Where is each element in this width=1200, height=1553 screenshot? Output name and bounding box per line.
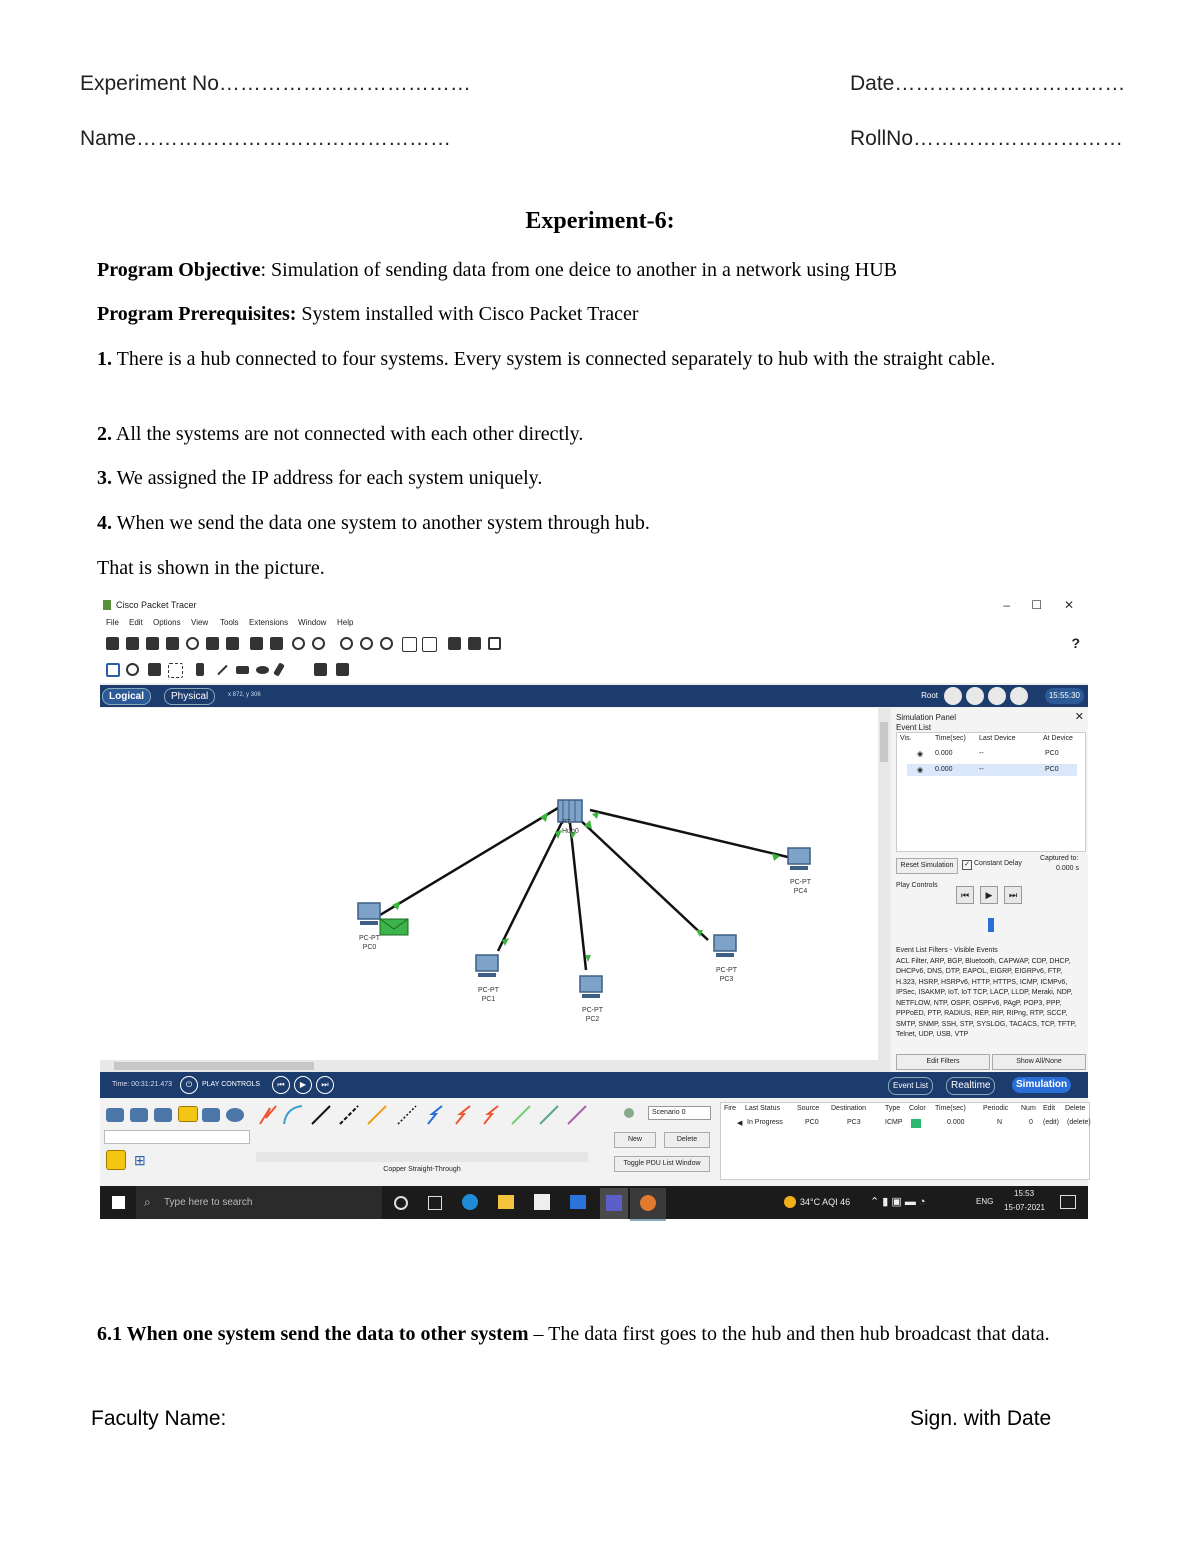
eye-icon[interactable]: ◉ [917, 767, 924, 774]
new-file-icon[interactable] [106, 637, 119, 650]
menu-tools[interactable]: Tools [220, 618, 239, 627]
section-6-1-label: 6.1 When one system send the data to other system [97, 1323, 529, 1345]
activity-wizard-icon[interactable] [186, 637, 199, 650]
file-explorer-icon[interactable] [498, 1195, 514, 1209]
coaxial-cable-icon[interactable] [568, 1106, 586, 1124]
event-at-device: PC0 [1045, 750, 1059, 757]
add-complex-pdu-icon[interactable] [336, 663, 349, 676]
pdu-type: ICMP [885, 1119, 903, 1126]
auto-cable-icon[interactable] [260, 1106, 276, 1124]
point-number: 4. [97, 512, 112, 534]
device-type: PC-PT [790, 879, 811, 886]
taskbar-time[interactable]: 15:53 [1014, 1189, 1035, 1198]
pc1-icon[interactable] [476, 955, 498, 971]
pdu-destination: PC3 [847, 1119, 861, 1126]
move-object-icon[interactable] [988, 687, 1006, 705]
pdu-edit-link[interactable]: (edit) [1043, 1119, 1059, 1126]
inspect-icon[interactable] [126, 663, 139, 676]
point-number: 1. [97, 348, 112, 370]
topology-diagram [100, 708, 878, 1060]
pc4-label [790, 878, 811, 896]
screenshot-icon[interactable] [488, 637, 501, 650]
column-header: Destination [831, 1105, 867, 1112]
show-all-none-button[interactable]: Show All/None [992, 1054, 1086, 1070]
console-cable-icon[interactable] [284, 1106, 302, 1124]
pc3-icon[interactable] [714, 935, 736, 951]
device-template-icon[interactable] [448, 637, 461, 650]
pc4-base [790, 866, 808, 870]
custom-devices-dialog-icon[interactable] [422, 637, 437, 652]
play-controls-title: PLAY CONTROLS [202, 1081, 261, 1088]
step-forward-icon[interactable]: ⏭ [316, 1076, 334, 1094]
cortana-icon[interactable] [394, 1196, 408, 1210]
simulation-time: Time: 00:31:21.473 [112, 1081, 173, 1088]
fire-indicator-icon [624, 1108, 634, 1118]
pc3-label [716, 966, 737, 984]
device-name: PC0 [362, 944, 377, 951]
device-name: PC3 [719, 976, 734, 983]
device-type: PC-PT [582, 1007, 603, 1014]
event-last-device: -- [979, 750, 984, 757]
objective-text: : Simulation of sending data from one deice to another in a network using HUB [260, 259, 898, 281]
physical-tab[interactable]: Physical [164, 688, 215, 705]
server-icon[interactable] [468, 637, 481, 650]
packet-tracer-taskbar-slot[interactable] [630, 1188, 666, 1221]
column-header: Last Status [745, 1105, 781, 1112]
faculty-name-field: Faculty Name: [91, 1407, 227, 1430]
zoom-reset-icon[interactable] [360, 637, 373, 650]
paste-icon[interactable] [270, 637, 283, 650]
drawing-palette-icon[interactable] [402, 637, 417, 652]
toggle-pdu-list-button[interactable]: Toggle PDU List Window [614, 1156, 710, 1172]
delete-tool-icon[interactable] [148, 663, 161, 676]
ellipse-tool-icon[interactable] [256, 666, 269, 674]
copper-straight-through-icon[interactable] [312, 1106, 330, 1124]
event-time: 0.000 [935, 750, 953, 757]
event-at-device: PC0 [1045, 766, 1059, 773]
name-field: Name……………………………………… [80, 127, 452, 150]
menu-view[interactable]: View [191, 618, 209, 627]
pdu-num: 0 [1029, 1119, 1033, 1126]
simulation-panel [892, 708, 1088, 1072]
taskbar-date[interactable]: 15-07-2021 [1004, 1203, 1045, 1212]
device-type: PC-PT [716, 967, 737, 974]
system-tray-icons[interactable]: ⌃ ▮ ▣ ▬ ◔ [870, 1196, 926, 1208]
custom-device-icon[interactable] [226, 637, 239, 650]
back-step-button[interactable]: ⏮ [956, 886, 974, 904]
objective-label: Program Objective [97, 259, 261, 281]
captured-to-value: 0.000 s [1056, 865, 1079, 872]
windows-start-icon[interactable] [112, 1196, 125, 1209]
eye-icon[interactable]: ◉ [917, 751, 924, 758]
link-light [392, 901, 400, 910]
redo-icon[interactable] [312, 637, 325, 650]
zoom-in-icon[interactable] [340, 637, 353, 650]
date-field: Date…………………………… [850, 72, 1126, 95]
captured-to-label: Captured to: [1040, 855, 1079, 862]
packet-tracer-icon [640, 1195, 656, 1211]
phone-cable-icon[interactable] [398, 1106, 416, 1124]
viewport-clock: 15:55:30 [1045, 688, 1084, 704]
play-button[interactable]: ▶ [980, 886, 998, 904]
automatic-connection-icon[interactable] [106, 1150, 126, 1170]
root-label[interactable]: Root [921, 691, 938, 700]
device-and-pdu-area [100, 1098, 1091, 1186]
teams-icon [606, 1195, 622, 1211]
column-header: Fire [724, 1105, 737, 1112]
device-name: PC2 [585, 1016, 600, 1023]
print-icon[interactable] [166, 637, 179, 650]
section-6-1 [97, 1320, 1127, 1348]
delete-scenario-button[interactable]: Delete [664, 1132, 710, 1148]
edit-filters-button[interactable]: Edit Filters [896, 1054, 990, 1070]
column-header: Last Device [979, 735, 1016, 742]
pdu-last-status: In Progress [747, 1119, 783, 1126]
column-header: Time(sec) [935, 735, 966, 742]
input-language[interactable]: ENG [976, 1197, 994, 1206]
pc1-base [478, 973, 496, 977]
point-2 [97, 420, 1127, 448]
freeform-tool-icon[interactable] [273, 662, 285, 676]
pdu-envelope-icon[interactable] [380, 919, 408, 935]
open-icon[interactable] [126, 637, 139, 650]
help-icon[interactable]: ? [1071, 635, 1080, 651]
taskbar-search-box[interactable] [136, 1186, 382, 1219]
set-tiled-background-icon[interactable] [1010, 687, 1028, 705]
point-4 [97, 509, 1127, 537]
miscellaneous-icon[interactable] [202, 1108, 220, 1122]
copy-icon[interactable] [250, 637, 263, 650]
event-list-toggle[interactable]: Event List [888, 1077, 933, 1095]
column-header: Color [909, 1105, 926, 1112]
experiment-number-field: Experiment No……………………………… [80, 72, 471, 95]
logical-workspace[interactable] [100, 708, 878, 1060]
event-last-device: -- [979, 766, 984, 773]
end-devices-icon[interactable] [130, 1108, 148, 1122]
program-prerequisites [97, 300, 1127, 328]
column-header: Source [797, 1105, 820, 1112]
copper-cross-over-icon[interactable] [340, 1106, 358, 1124]
column-header: Num [1021, 1105, 1036, 1112]
play-speed-slider[interactable] [988, 918, 994, 932]
resize-shape-icon[interactable] [168, 663, 183, 678]
link-light [592, 812, 599, 819]
note-icon[interactable] [196, 663, 204, 676]
connections-icon[interactable] [178, 1106, 198, 1122]
pc2-label [582, 1006, 603, 1024]
back-icon[interactable] [944, 687, 962, 705]
column-header: Periodic [983, 1105, 1009, 1112]
pc1-label [478, 986, 499, 1004]
pc3-base [716, 953, 734, 957]
components-icon[interactable] [154, 1108, 172, 1122]
pc0-label [359, 934, 380, 952]
device-type: PC-PT [478, 987, 499, 994]
palette-scrollbar[interactable] [256, 1152, 588, 1162]
event-filters [896, 946, 1082, 1041]
usb-cable-icon[interactable] [540, 1106, 558, 1124]
reset-simulation-button[interactable]: Reset Simulation [896, 858, 958, 874]
window-titlebar [100, 595, 1088, 617]
column-header: Type [885, 1105, 901, 1112]
prerequisites-label: Program Prerequisites: [97, 303, 297, 325]
point-text: There is a hub connected to four systems. Every system is connected separately to hub with the straight cable. [112, 348, 996, 370]
event-filters-title: Event List Filters - Visible Events [896, 947, 998, 954]
common-tools-bar [100, 657, 1088, 683]
menu-extensions[interactable]: Extensions [249, 618, 289, 627]
select-icon[interactable] [106, 663, 120, 677]
pdu-list-table [720, 1102, 1090, 1180]
teams-taskbar-slot[interactable] [600, 1188, 628, 1219]
workspace-vertical-scrollbar[interactable] [878, 708, 890, 1072]
column-header: Vis. [900, 735, 912, 742]
new-scenario-button[interactable]: New [614, 1132, 656, 1148]
network-devices-icon[interactable] [106, 1108, 124, 1122]
task-view-icon[interactable] [428, 1196, 442, 1210]
pc4-icon[interactable] [788, 848, 810, 864]
windows-taskbar [100, 1186, 1088, 1219]
cursor-coordinates: x 872, y 306 [228, 692, 261, 698]
pdu-delete-link[interactable]: (delete) [1067, 1119, 1091, 1126]
event-filters-list: ACL Filter, ARP, BGP, Bluetooth, CAPWAP, CDP, DHCP, DHCPv6, DNS, DTP, EAPOL, EIGRP, EIGRPv6, FTP, H.323, HSRP, HSRPv6, HTTP, HTTPS, ICMP, ICMPv6, IPSec, ISAKMP, IoT, IoT TCP, LACP, LLDP, Meraki, NDP, NETFLOW, NTP, OSPF, OSPFv6, PAgP, POP3, PPP, PPPoED, PTP, RADIUS, REP, RIP, RIPng, RTP, SCCP, SMTP, SNMP, SSH, STP, SYSLOG, TACACS, TCP, TFTP, Telnet, UDP, USB, VTP [896, 957, 1077, 1038]
pc2-icon[interactable] [580, 976, 602, 992]
device-type: PC-PT [359, 935, 380, 942]
zoom-out-icon[interactable] [380, 637, 393, 650]
play-icon[interactable]: ▶ [294, 1076, 312, 1094]
play-controls-label: Play Controls [896, 882, 938, 889]
rectangle-tool-icon[interactable] [236, 666, 249, 674]
pdu-time: 0.000 [947, 1119, 965, 1126]
column-header: Delete [1065, 1105, 1086, 1112]
line-tool-icon[interactable] [217, 665, 228, 676]
constant-delay-label: Constant Delay [974, 860, 1022, 867]
power-cycle-icon[interactable]: ⏻ [180, 1076, 198, 1094]
taskbar-search-placeholder: Type here to search [164, 1197, 253, 1208]
device-name: PC4 [793, 888, 808, 895]
close-panel-icon[interactable]: ✕ [1074, 711, 1084, 723]
link-light [540, 812, 548, 822]
cable-hub-pc3 [578, 818, 708, 940]
grid-icon[interactable]: ⊞ [134, 1152, 146, 1168]
pc0-base [360, 921, 378, 925]
minimize-button[interactable]: – [1003, 598, 1010, 612]
simulation-mode-tab[interactable]: Simulation [1012, 1077, 1071, 1093]
notifications-icon[interactable] [1060, 1195, 1076, 1209]
octal-cable-icon[interactable] [484, 1106, 498, 1124]
close-button[interactable]: ✕ [1063, 598, 1074, 612]
serial-dte-icon[interactable] [456, 1106, 470, 1124]
serial-dce-icon[interactable] [428, 1106, 442, 1124]
menu-window[interactable]: Window [298, 618, 327, 627]
window-title: Cisco Packet Tracer [116, 600, 197, 610]
caption: That is shown in the picture. [97, 557, 325, 579]
logical-tab[interactable]: Logical [102, 688, 151, 705]
point-text: We assigned the IP address for each system uniquely. [112, 467, 543, 489]
packet-tracer-screenshot [100, 595, 1091, 1219]
pdu-source: PC0 [805, 1119, 819, 1126]
workspace-horizontal-scrollbar[interactable] [100, 1060, 878, 1072]
workspace-bar [100, 685, 1088, 707]
point-1 [97, 345, 1127, 373]
column-header: Edit [1043, 1105, 1056, 1112]
main-toolbar [100, 631, 1088, 658]
edge-browser-icon[interactable] [462, 1194, 478, 1210]
point-number: 3. [97, 467, 112, 489]
multiuser-icon[interactable] [226, 1108, 244, 1122]
program-objective [97, 256, 1127, 284]
sign-with-date-field: Sign. with Date [910, 1407, 1052, 1430]
pdu-color-swatch [911, 1119, 921, 1128]
pc0-icon[interactable] [358, 903, 380, 919]
store-icon[interactable] [534, 1194, 550, 1210]
roll-number-field: RollNo………………………… [850, 127, 1124, 150]
time-bar [100, 1072, 1088, 1098]
cable-hub-pc4 [590, 810, 792, 858]
forward-step-button[interactable]: ⏭ [1004, 886, 1022, 904]
add-simple-pdu-icon[interactable] [314, 663, 327, 676]
new-cluster-icon[interactable] [966, 687, 984, 705]
pc2-base [582, 994, 600, 998]
step-back-icon[interactable]: ⏮ [272, 1076, 290, 1094]
prerequisites-text: System installed with Cisco Packet Tracer [296, 303, 639, 325]
pdu-periodic: N [997, 1119, 1003, 1126]
network-info-icon[interactable] [206, 637, 219, 650]
cable-types-palette [256, 1104, 596, 1128]
maximize-button[interactable]: ☐ [1031, 598, 1042, 612]
hub-label: PT Hub0 [562, 819, 579, 835]
event-list-label: Event List [896, 723, 932, 732]
menu-help[interactable]: Help [337, 618, 354, 627]
simulation-panel-title: Simulation Panel [896, 713, 957, 722]
event-time: 0.000 [935, 766, 953, 773]
pdu-row-marker-icon: ◀ [737, 1120, 743, 1127]
column-header: At Device [1043, 735, 1073, 742]
point-number: 2. [97, 423, 112, 445]
event-list-table [896, 732, 1086, 852]
menu-options[interactable]: Options [153, 618, 181, 627]
section-6-1-text: – The data first goes to the hub and then hub broadcast that data. [528, 1323, 1050, 1345]
iot-cable-icon[interactable] [512, 1106, 530, 1124]
save-icon[interactable] [146, 637, 159, 650]
page-title: Experiment-6: [525, 208, 675, 234]
mail-icon[interactable] [570, 1195, 586, 1209]
cable-hub-pc2 [570, 823, 586, 970]
app-logo-icon [103, 600, 111, 610]
constant-delay-checkbox[interactable]: ✓ [962, 860, 972, 870]
column-header: Time(sec) [935, 1105, 966, 1112]
weather-text[interactable]: 34°C AQI 46 [800, 1197, 851, 1207]
menu-bar [100, 617, 1088, 631]
point-text: All the systems are not connected with each other directly. [112, 423, 584, 445]
weather-sun-icon [784, 1196, 796, 1208]
undo-icon[interactable] [292, 637, 305, 650]
device-search-box[interactable] [104, 1130, 250, 1144]
fiber-icon[interactable] [368, 1106, 386, 1124]
cable-hub-pc0 [380, 808, 558, 915]
selected-cable-label: Copper Straight-Through [383, 1166, 461, 1173]
scenario-select[interactable]: Scenario 0 [648, 1106, 711, 1120]
device-name: PC1 [481, 996, 496, 1003]
search-icon: ⌕ [144, 1195, 151, 1209]
menu-file[interactable]: File [106, 618, 119, 627]
point-text: When we send the data one system to another system through hub. [112, 512, 650, 534]
menu-edit[interactable]: Edit [129, 618, 143, 627]
point-3 [97, 464, 1127, 492]
realtime-mode-tab[interactable]: Realtime [946, 1077, 995, 1095]
